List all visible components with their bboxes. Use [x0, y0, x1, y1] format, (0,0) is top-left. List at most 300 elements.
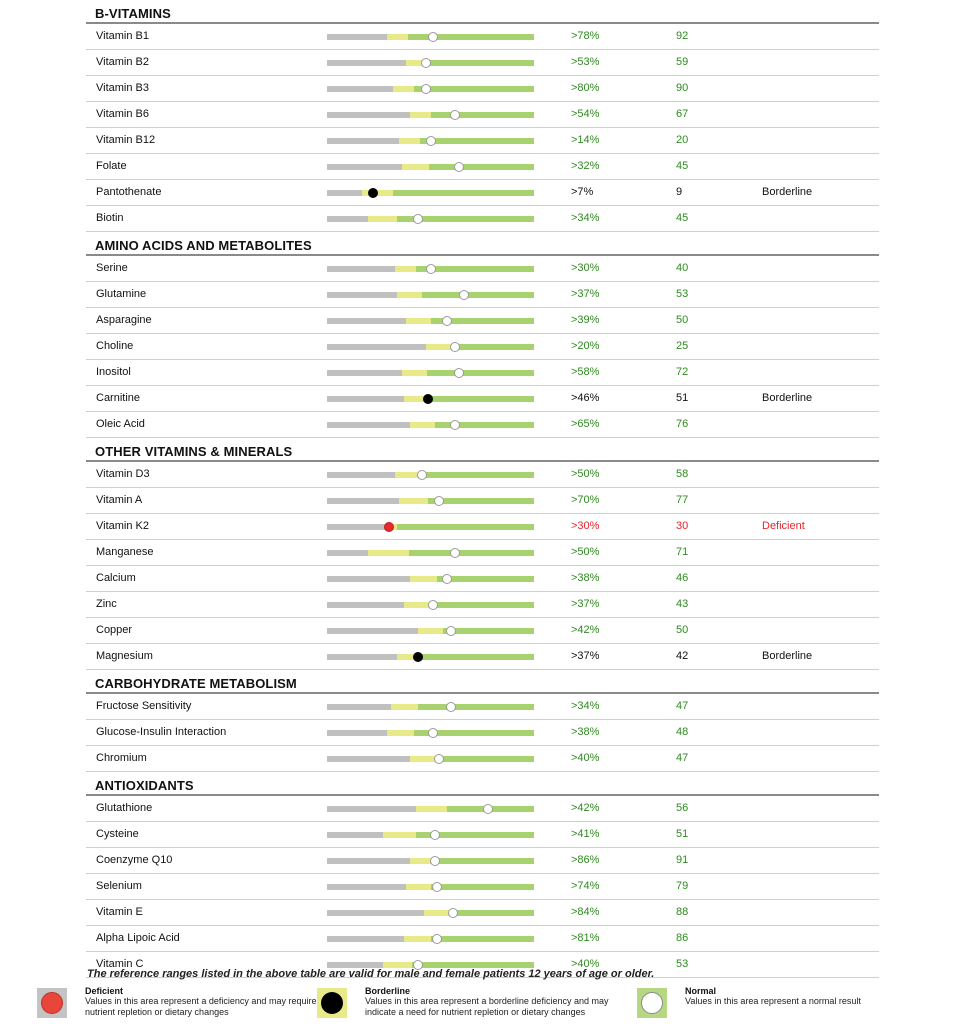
deficient-range-segment: [327, 138, 399, 144]
result-score: 40: [676, 262, 689, 274]
result-score: 30: [676, 520, 689, 532]
borderline-dot-icon: [321, 992, 343, 1014]
borderline-range-segment: [402, 370, 427, 376]
result-score: 86: [676, 932, 689, 944]
borderline-range-segment: [387, 34, 408, 40]
deficient-range-segment: [327, 190, 362, 196]
normal-range-segment: [420, 472, 534, 478]
result-score: 58: [676, 468, 689, 480]
nutrient-name: Copper: [96, 624, 133, 636]
normal-result-marker: [450, 548, 460, 558]
normal-legend-swatch: [637, 988, 667, 1018]
nutrient-name: Pantothenate: [96, 186, 162, 198]
percentile-value: >14%: [571, 134, 600, 146]
borderline-range-segment: [410, 576, 437, 582]
borderline-result-marker: [368, 188, 378, 198]
borderline-range-segment: [410, 112, 431, 118]
deficient-range-segment: [327, 806, 416, 812]
nutrient-name: Vitamin B1: [96, 30, 149, 42]
normal-result-marker: [483, 804, 493, 814]
normal-result-marker: [430, 830, 440, 840]
nutrient-name: Manganese: [96, 546, 154, 558]
deficient-range-segment: [327, 628, 418, 634]
normal-result-marker: [426, 264, 436, 274]
result-range-bar: [327, 216, 534, 222]
percentile-value: >58%: [571, 366, 600, 378]
percentile-value: >38%: [571, 726, 600, 738]
normal-range-segment: [431, 936, 534, 942]
normal-range-segment: [397, 524, 534, 530]
nutrient-row: [86, 412, 879, 438]
nutrient-row: [86, 154, 879, 180]
result-score: 72: [676, 366, 689, 378]
nutrient-row: [86, 566, 879, 592]
result-score: 91: [676, 854, 689, 866]
result-score: 67: [676, 108, 689, 120]
percentile-value: >34%: [571, 212, 600, 224]
nutrient-name: Chromium: [96, 752, 147, 764]
percentile-value: >41%: [571, 828, 600, 840]
result-score: 9: [676, 186, 683, 198]
result-range-bar: [327, 550, 534, 556]
result-score: 48: [676, 726, 689, 738]
nutrient-name: Carnitine: [96, 392, 141, 404]
nutrient-name: Inositol: [96, 366, 131, 378]
deficient-legend-swatch: [37, 988, 67, 1018]
legend-description: Values in this area represent a normal result: [685, 996, 861, 1006]
deficient-dot-icon: [41, 992, 63, 1014]
deficient-range-segment: [327, 910, 424, 916]
result-range-bar: [327, 190, 534, 196]
nutrient-row: [86, 926, 879, 952]
nutrient-name: Vitamin B12: [96, 134, 156, 146]
nutrient-row: [86, 720, 879, 746]
result-range-bar: [327, 628, 534, 634]
result-score: 46: [676, 572, 689, 584]
normal-result-marker: [428, 32, 438, 42]
normal-result-marker: [432, 882, 442, 892]
section-header: [86, 772, 879, 796]
result-range-bar: [327, 654, 534, 660]
section-title: AMINO ACIDS AND METABOLITES: [95, 238, 312, 253]
normal-result-marker: [454, 368, 464, 378]
normal-range-segment: [429, 164, 534, 170]
borderline-range-segment: [418, 628, 443, 634]
normal-range-segment: [423, 60, 534, 66]
reference-range-footnote: The reference ranges listed in the above table are valid for male and female patients 12 years of age or older.: [87, 968, 655, 980]
borderline-range-segment: [397, 292, 422, 298]
result-range-bar: [327, 266, 534, 272]
normal-range-segment: [431, 884, 534, 890]
percentile-value: >42%: [571, 624, 600, 636]
result-score: 76: [676, 418, 689, 430]
borderline-range-segment: [391, 704, 418, 710]
normal-result-marker: [428, 728, 438, 738]
result-range-bar: [327, 112, 534, 118]
deficient-range-segment: [327, 654, 397, 660]
result-range-bar: [327, 86, 534, 92]
result-score: 88: [676, 906, 689, 918]
percentile-value: >30%: [571, 520, 600, 532]
section-header: [86, 670, 879, 694]
deficient-range-segment: [327, 370, 402, 376]
nutrient-row: [86, 540, 879, 566]
borderline-result-marker: [423, 394, 433, 404]
borderline-range-segment: [368, 550, 409, 556]
nutrient-row: [86, 746, 879, 772]
result-score: 50: [676, 624, 689, 636]
percentile-value: >81%: [571, 932, 600, 944]
normal-result-marker: [421, 84, 431, 94]
normal-range-segment: [420, 138, 534, 144]
percentile-value: >50%: [571, 546, 600, 558]
normal-result-marker: [430, 856, 440, 866]
nutrient-row: [86, 592, 879, 618]
nutrient-row: [86, 514, 879, 540]
nutrient-name: Folate: [96, 160, 127, 172]
deficient-range-segment: [327, 86, 393, 92]
normal-range-segment: [443, 628, 534, 634]
deficient-range-segment: [327, 936, 404, 942]
borderline-range-segment: [393, 86, 414, 92]
normal-range-segment: [393, 190, 534, 196]
percentile-value: >32%: [571, 160, 600, 172]
nutrient-row: [86, 282, 879, 308]
deficient-range-segment: [327, 550, 368, 556]
percentile-value: >65%: [571, 418, 600, 430]
result-score: 47: [676, 700, 689, 712]
normal-result-marker: [454, 162, 464, 172]
section-header: [86, 438, 879, 462]
result-score: 43: [676, 598, 689, 610]
section-title: B-VITAMINS: [95, 6, 171, 21]
normal-range-segment: [418, 654, 534, 660]
deficient-range-segment: [327, 756, 410, 762]
normal-range-segment: [427, 396, 534, 402]
normal-dot-icon: [641, 992, 663, 1014]
result-range-bar: [327, 806, 534, 812]
percentile-value: >39%: [571, 314, 600, 326]
result-score: 79: [676, 880, 689, 892]
percentile-value: >70%: [571, 494, 600, 506]
deficient-range-segment: [327, 858, 410, 864]
nutrient-name: Vitamin B2: [96, 56, 149, 68]
deficient-range-segment: [327, 602, 404, 608]
result-score: 51: [676, 392, 689, 404]
percentile-value: >37%: [571, 288, 600, 300]
borderline-range-segment: [410, 756, 435, 762]
normal-result-marker: [432, 934, 442, 944]
normal-result-marker: [459, 290, 469, 300]
result-range-bar: [327, 164, 534, 170]
nutrient-row: [86, 848, 879, 874]
normal-result-marker: [450, 342, 460, 352]
result-score: 53: [676, 958, 689, 970]
normal-range-segment: [449, 910, 534, 916]
result-range-bar: [327, 756, 534, 762]
nutrient-name: Fructose Sensitivity: [96, 700, 192, 712]
normal-range-segment: [408, 34, 534, 40]
result-score: 53: [676, 288, 689, 300]
percentile-value: >40%: [571, 752, 600, 764]
result-range-bar: [327, 472, 534, 478]
percentile-value: >80%: [571, 82, 600, 94]
percentile-value: >38%: [571, 572, 600, 584]
borderline-range-segment: [395, 266, 416, 272]
normal-range-segment: [431, 112, 534, 118]
percentile-value: >50%: [571, 468, 600, 480]
nutrient-name: Vitamin B6: [96, 108, 149, 120]
nutrient-row: [86, 386, 879, 412]
deficient-range-segment: [327, 884, 406, 890]
normal-result-marker: [421, 58, 431, 68]
normal-result-marker: [413, 214, 423, 224]
normal-range-segment: [409, 550, 534, 556]
result-range-bar: [327, 910, 534, 916]
result-score: 92: [676, 30, 689, 42]
result-range-bar: [327, 576, 534, 582]
result-range-bar: [327, 34, 534, 40]
borderline-range-segment: [387, 730, 414, 736]
nutrient-name: Alpha Lipoic Acid: [96, 932, 180, 944]
normal-range-segment: [433, 602, 534, 608]
status-label: Borderline: [762, 392, 813, 404]
normal-result-marker: [450, 110, 460, 120]
percentile-value: >37%: [571, 598, 600, 610]
percentile-value: >42%: [571, 802, 600, 814]
nutrient-name: Vitamin K2: [96, 520, 149, 532]
normal-result-marker: [448, 908, 458, 918]
percentile-value: >74%: [571, 880, 600, 892]
nutrient-row: [86, 180, 879, 206]
result-range-bar: [327, 730, 534, 736]
normal-range-segment: [414, 86, 534, 92]
result-score: 25: [676, 340, 689, 352]
result-score: 45: [676, 160, 689, 172]
borderline-range-segment: [416, 806, 447, 812]
normal-result-marker: [434, 496, 444, 506]
borderline-range-segment: [399, 498, 428, 504]
borderline-range-segment: [406, 318, 431, 324]
status-label: Deficient: [762, 520, 805, 532]
nutrient-name: Vitamin A: [96, 494, 143, 506]
normal-result-marker: [417, 470, 427, 480]
deficient-result-marker: [384, 522, 394, 532]
nutrient-row: [86, 50, 879, 76]
result-range-bar: [327, 884, 534, 890]
result-range-bar: [327, 936, 534, 942]
deficient-range-segment: [327, 344, 426, 350]
nutrient-row: [86, 128, 879, 154]
nutrient-name: Vitamin D3: [96, 468, 150, 480]
result-range-bar: [327, 832, 534, 838]
section-header: [86, 232, 879, 256]
status-label: Borderline: [762, 650, 813, 662]
normal-result-marker: [450, 420, 460, 430]
deficient-range-segment: [327, 832, 383, 838]
percentile-value: >34%: [571, 700, 600, 712]
result-score: 51: [676, 828, 689, 840]
result-score: 71: [676, 546, 689, 558]
deficient-range-segment: [327, 34, 387, 40]
deficient-range-segment: [327, 112, 410, 118]
deficient-range-segment: [327, 498, 399, 504]
result-range-bar: [327, 422, 534, 428]
deficient-range-segment: [327, 266, 395, 272]
result-score: 56: [676, 802, 689, 814]
result-range-bar: [327, 60, 534, 66]
normal-range-segment: [435, 858, 534, 864]
borderline-legend-swatch: [317, 988, 347, 1018]
borderline-range-segment: [399, 138, 420, 144]
nutrient-name: Coenzyme Q10: [96, 854, 173, 866]
nutrient-name: Zinc: [96, 598, 117, 610]
nutrient-name: Vitamin C: [96, 958, 144, 970]
nutrient-name: Vitamin B3: [96, 82, 149, 94]
nutrient-row: [86, 256, 879, 282]
normal-range-segment: [427, 370, 534, 376]
deficient-range-segment: [327, 292, 397, 298]
percentile-value: >78%: [571, 30, 600, 42]
result-range-bar: [327, 602, 534, 608]
percentile-value: >30%: [571, 262, 600, 274]
section-header: [86, 0, 879, 24]
result-range-bar: [327, 704, 534, 710]
result-range-bar: [327, 370, 534, 376]
borderline-range-segment: [402, 164, 429, 170]
percentile-value: >86%: [571, 854, 600, 866]
nutrient-name: Selenium: [96, 880, 142, 892]
nutrient-row: [86, 796, 879, 822]
nutrient-row: [86, 694, 879, 720]
result-range-bar: [327, 396, 534, 402]
deficient-range-segment: [327, 318, 406, 324]
borderline-range-segment: [406, 884, 431, 890]
legend-description: Values in this area represent a borderline deficiency and may indicate a need for nutrient repletion or dietary changes: [365, 996, 609, 1017]
borderline-range-segment: [383, 832, 416, 838]
result-range-bar: [327, 498, 534, 504]
result-range-bar: [327, 524, 534, 530]
deficient-range-segment: [327, 704, 391, 710]
deficient-range-segment: [327, 472, 395, 478]
status-label: Borderline: [762, 186, 813, 198]
borderline-range-segment: [410, 422, 435, 428]
normal-result-marker: [434, 754, 444, 764]
result-score: 42: [676, 650, 689, 662]
result-range-bar: [327, 858, 534, 864]
percentile-value: >53%: [571, 56, 600, 68]
percentile-value: >46%: [571, 392, 600, 404]
borderline-range-segment: [368, 216, 397, 222]
result-score: 77: [676, 494, 689, 506]
normal-result-marker: [428, 600, 438, 610]
normal-result-marker: [442, 316, 452, 326]
nutrient-name: Glutathione: [96, 802, 153, 814]
nutrient-row: [86, 206, 879, 232]
nutrient-row: [86, 76, 879, 102]
nutrient-report-table: [86, 0, 879, 978]
normal-result-marker: [442, 574, 452, 584]
nutrient-row: [86, 462, 879, 488]
nutrient-row: [86, 488, 879, 514]
normal-result-marker: [446, 626, 456, 636]
nutrient-name: Choline: [96, 340, 134, 352]
nutrient-row: [86, 644, 879, 670]
nutrient-name: Glucose-Insulin Interaction: [96, 726, 227, 738]
nutrient-name: Asparagine: [96, 314, 152, 326]
nutrient-name: Magnesium: [96, 650, 153, 662]
nutrient-name: Calcium: [96, 572, 136, 584]
nutrient-name: Biotin: [96, 212, 124, 224]
nutrient-row: [86, 334, 879, 360]
result-score: 50: [676, 314, 689, 326]
nutrient-name: Vitamin E: [96, 906, 143, 918]
normal-range-segment: [418, 704, 534, 710]
nutrient-row: [86, 360, 879, 386]
deficient-range-segment: [327, 730, 387, 736]
deficient-range-segment: [327, 422, 410, 428]
normal-result-marker: [446, 702, 456, 712]
percentile-value: >84%: [571, 906, 600, 918]
result-range-bar: [327, 292, 534, 298]
normal-result-marker: [426, 136, 436, 146]
section-title: OTHER VITAMINS & MINERALS: [95, 444, 293, 459]
nutrient-row: [86, 900, 879, 926]
result-score: 20: [676, 134, 689, 146]
deficient-range-segment: [327, 164, 402, 170]
result-range-bar: [327, 318, 534, 324]
deficient-range-segment: [327, 216, 368, 222]
borderline-range-segment: [426, 344, 451, 350]
result-score: 59: [676, 56, 689, 68]
result-score: 90: [676, 82, 689, 94]
percentile-value: >7%: [571, 186, 594, 198]
borderline-range-segment: [424, 910, 449, 916]
nutrient-row: [86, 618, 879, 644]
result-score: 45: [676, 212, 689, 224]
nutrient-row: [86, 102, 879, 128]
section-title: CARBOHYDRATE METABOLISM: [95, 676, 297, 691]
legend-description: Values in this area represent a deficiency and may require nutrient repletion or dietary changes: [85, 996, 317, 1017]
nutrient-name: Glutamine: [96, 288, 147, 300]
deficient-range-segment: [327, 576, 410, 582]
nutrient-name: Oleic Acid: [96, 418, 145, 430]
result-range-bar: [327, 138, 534, 144]
deficient-range-segment: [327, 60, 406, 66]
legend-title: Deficient: [85, 986, 124, 996]
section-title: ANTIOXIDANTS: [95, 778, 194, 793]
normal-range-segment: [451, 344, 534, 350]
legend-title: Borderline: [365, 986, 411, 996]
nutrient-row: [86, 308, 879, 334]
normal-range-segment: [422, 292, 534, 298]
result-range-bar: [327, 344, 534, 350]
result-score: 47: [676, 752, 689, 764]
percentile-value: >37%: [571, 650, 600, 662]
nutrient-name: Serine: [96, 262, 128, 274]
percentile-value: >54%: [571, 108, 600, 120]
normal-range-segment: [435, 756, 534, 762]
deficient-range-segment: [327, 396, 404, 402]
nutrient-row: [86, 874, 879, 900]
percentile-value: >40%: [571, 958, 600, 970]
borderline-range-segment: [404, 936, 431, 942]
borderline-result-marker: [413, 652, 423, 662]
percentile-value: >20%: [571, 340, 600, 352]
nutrient-row: [86, 822, 879, 848]
deficient-range-segment: [327, 524, 389, 530]
legend-title: Normal: [685, 986, 717, 996]
